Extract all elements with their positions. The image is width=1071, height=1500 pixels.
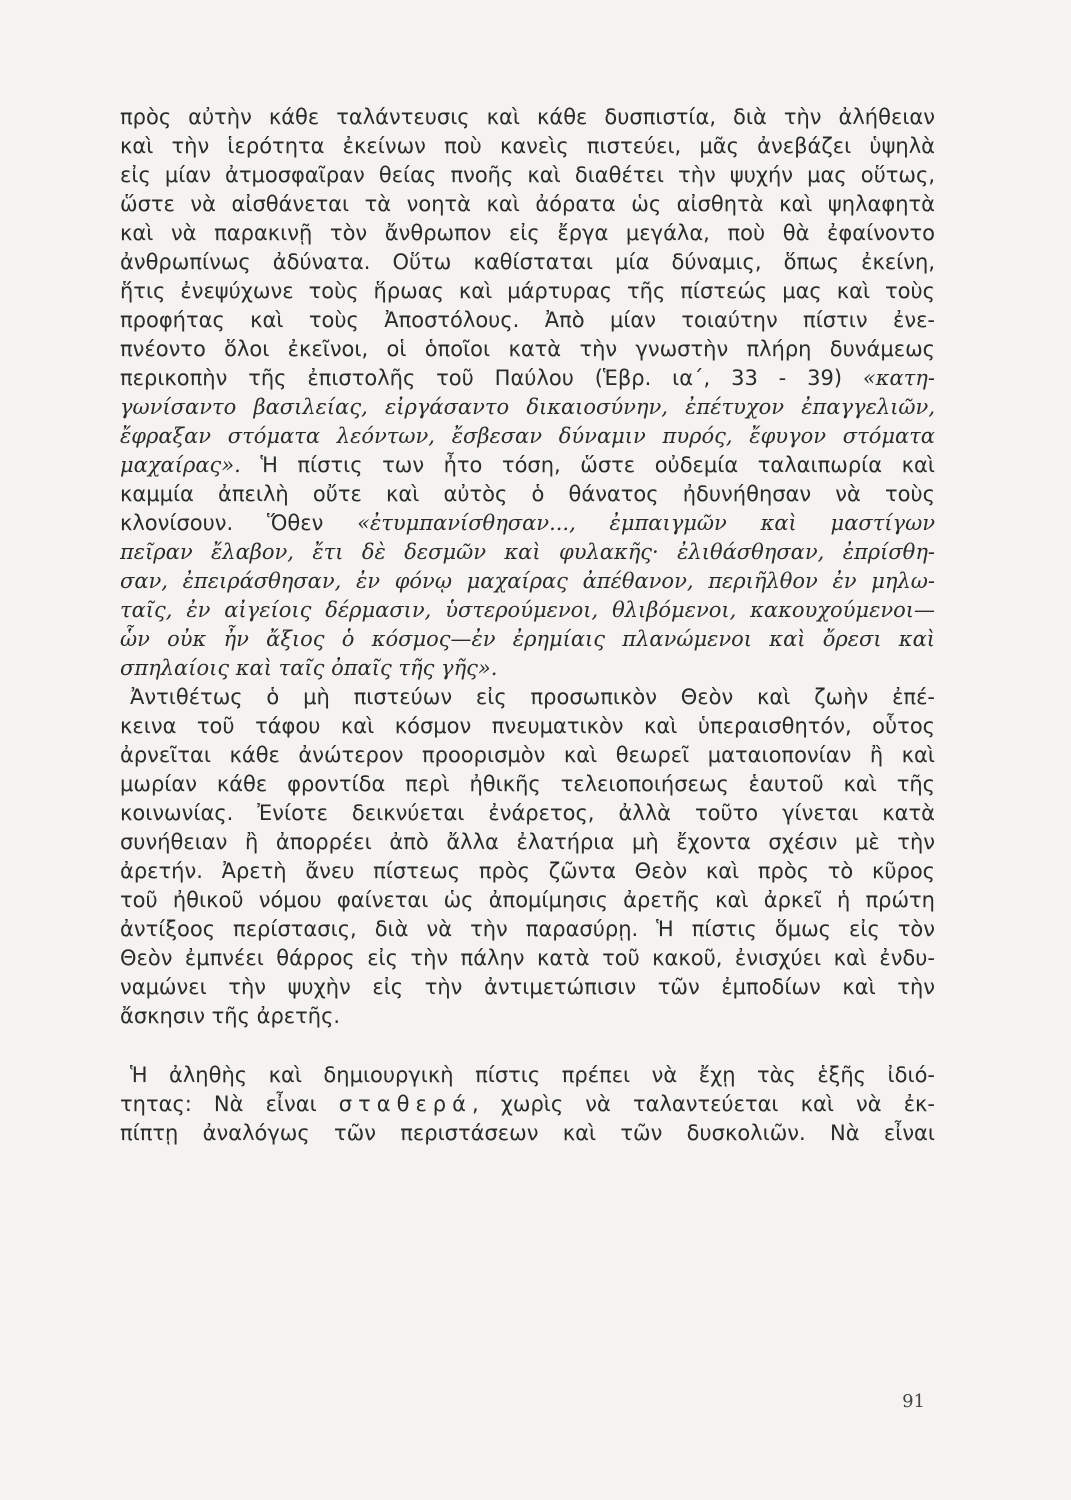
text-line <box>120 1002 935 1030</box>
text-line <box>120 161 935 189</box>
text-line <box>120 335 935 363</box>
text-line <box>120 277 935 305</box>
italic-quote-text: «ἐτυμπανίσθησαν..., ἐμπαιγμῶν καὶ μαστίγων <box>357 511 935 535</box>
text-segment: τητας: Νὰ εἶναι <box>120 1092 339 1116</box>
text-line <box>120 538 935 566</box>
spaced-emphasis-text: σταθερά <box>338 1092 472 1116</box>
text-segment: Ἀντιθέτως ὁ μὴ πιστεύων εἰς προσωπικὸν Θεὸν καὶ ζωὴν ἐπέ- <box>130 685 935 709</box>
text-line <box>120 103 935 131</box>
text-segment: ἄσκησιν τῆς ἀρετῆς. <box>120 1004 341 1028</box>
text-segment: μωρίαν κάθε φροντίδα περὶ ἠθικῆς τελειοποιήσεως ἑαυτοῦ καὶ τῆς <box>120 772 935 796</box>
text-line <box>120 741 935 769</box>
text-segment: πρὸς αὐτὴν κάθε ταλάντευσις καὶ κάθε δυσπιστία, διὰ τὴν ἀλήθειαν <box>120 105 935 129</box>
italic-quote-text: ταῖς, ἐν αἰγείοις δέρμασιν, ὑστερούμενοι, θλιβόμενοι, κακουχούμενοι— <box>120 598 935 622</box>
text-segment: Ἡ ἀληθὴς καὶ δημιουργικὴ πίστις πρέπει νὰ ἔχῃ τὰς ἑξῆς ἰδιό- <box>130 1063 935 1087</box>
text-line <box>130 683 935 711</box>
italic-quote-text: ἔφραξαν στόματα λεόντων, ἔσβεσαν δύναμιν πυρός, ἔφυγον στόματα <box>120 424 935 448</box>
italic-quote-text: σαν, ἐπειράσθησαν, ἐν φόνῳ μαχαίρας ἀπέθανον, περιῆλθον ἐν μηλω- <box>120 569 935 593</box>
text-segment: ἀρνεῖται κάθε ἀνώτερον προορισμὸν καὶ θεωρεῖ ματαιοπονίαν ἢ καὶ <box>120 743 935 767</box>
text-segment: συνήθειαν ἢ ἀπορρέει ἀπὸ ἄλλα ἐλατήρια μὴ ἔχοντα σχέσιν μὲ τὴν <box>120 830 935 854</box>
text-line <box>120 944 935 972</box>
text-line <box>120 248 935 276</box>
italic-quote-text: σπηλαίοις καὶ ταῖς ὀπαῖς τῆς γῆς». <box>120 656 498 680</box>
text-segment: ἀνθρωπίνως ἀδύνατα. Οὕτω καθίσταται μία δύναμις, ὅπως ἐκείνη, <box>120 250 935 274</box>
text-segment: κοινωνίας. Ἐνίοτε δεικνύεται ἐνάρετος, ἀλλὰ τοῦτο γίνεται κατὰ <box>120 801 935 825</box>
italic-quote-text: «κατη- <box>862 366 935 390</box>
text-line <box>120 828 935 856</box>
text-line <box>120 132 935 160</box>
text-segment: ἥτις ἐνεψύχωνε τοὺς ἥρωας καὶ μάρτυρας τῆς πίστεώς μας καὶ τοὺς <box>120 279 935 303</box>
text-line <box>120 364 935 392</box>
text-line <box>120 567 935 595</box>
text-segment: προφήτας καὶ τοὺς Ἀποστόλους. Ἀπὸ μίαν τοιαύτην πίστιν ἐνε- <box>120 308 935 332</box>
text-segment: ἀρετήν. Ἀρετὴ ἄνευ πίστεως πρὸς ζῶντα Θεὸν καὶ πρὸς τὸ κῦρος <box>120 859 935 883</box>
text-segment: κεινα τοῦ τάφου καὶ κόσμον πνευματικὸν καὶ ὑπεραισθητόν, οὗτος <box>120 714 935 738</box>
text-line <box>120 422 935 450</box>
text-line <box>120 654 935 682</box>
text-segment: καὶ τὴν ἱερότητα ἐκείνων ποὺ κανεὶς πιστεύει, μᾶς ἀνεβάζει ὑψηλὰ <box>120 134 935 158</box>
text-line <box>120 625 935 653</box>
text-line <box>120 1119 935 1147</box>
text-line <box>120 973 935 1001</box>
text-segment: πνέοντο ὅλοι ἐκεῖνοι, οἱ ὁποῖοι κατὰ τὴν γνωστὴν πλήρη δυνάμεως <box>120 337 935 361</box>
text-line <box>120 480 935 508</box>
text-line <box>120 393 935 421</box>
text-line <box>120 915 935 943</box>
text-line <box>120 306 935 334</box>
text-segment: καὶ νὰ παρακινῇ τὸν ἄνθρωπον εἰς ἔργα μεγάλα, ποὺ θὰ ἐφαίνοντο <box>120 221 935 245</box>
text-line <box>120 219 935 247</box>
text-segment: Θεὸν ἐμπνέει θάρρος εἰς τὴν πάλην κατὰ τοῦ κακοῦ, ἐνισχύει καὶ ἐνδυ- <box>120 946 935 970</box>
text-segment: Ἡ πίστις των ἦτο τόση, ὥστε οὐδεμία ταλαιπωρία καὶ <box>240 453 935 477</box>
text-segment: , χωρὶς νὰ ταλαντεύεται καὶ νὰ ἐκ- <box>471 1092 935 1116</box>
text-line <box>120 451 935 479</box>
text-line <box>120 886 935 914</box>
text-line <box>120 857 935 885</box>
text-line <box>130 1061 935 1089</box>
italic-quote-text: ὧν οὐκ ἦν ἄξιος ὁ κόσμος—ἐν ἐρημίαις πλανώμενοι καὶ ὄρεσι καὶ <box>120 627 935 651</box>
text-line <box>120 799 935 827</box>
italic-quote-text: πεῖραν ἔλαβον, ἔτι δὲ δεσμῶν καὶ φυλακῆς· ἐλιθάσθησαν, ἐπρίσθη- <box>120 540 935 564</box>
text-line <box>120 596 935 624</box>
italic-quote-text: γωνίσαντο βασιλείας, εἰργάσαντο δικαιοσύνην, ἐπέτυχον ἐπαγγελιῶν, <box>120 395 935 419</box>
text-segment: ὥστε νὰ αἰσθάνεται τὰ νοητὰ καὶ ἀόρατα ὡς αἰσθητὰ καὶ ψηλαφητὰ <box>120 192 935 216</box>
text-line <box>120 509 935 537</box>
text-segment: τοῦ ἠθικοῦ νόμου φαίνεται ὡς ἀπομίμησις ἀρετῆς καὶ ἀρκεῖ ἡ πρώτη <box>120 888 935 912</box>
text-segment: ναμώνει τὴν ψυχὴν εἰς τὴν ἀντιμετώπισιν τῶν ἐμποδίων καὶ τὴν <box>120 975 935 999</box>
text-line <box>120 712 935 740</box>
text-segment: περικοπὴν τῆς ἐπιστολῆς τοῦ Παύλου (Ἑβρ. ια΄, 33 - 39) <box>120 366 863 390</box>
text-segment: καμμία ἀπειλὴ οὔτε καὶ αὐτὸς ὁ θάνατος ἠδυνήθησαν νὰ τοὺς <box>120 482 935 506</box>
page-number: 91 <box>902 1391 925 1412</box>
text-segment: εἰς μίαν ἀτμοσφαῖραν θείας πνοῆς καὶ διαθέτει τὴν ψυχήν μας οὕτως, <box>120 163 935 187</box>
italic-quote-text: μαχαίρας». <box>120 453 241 477</box>
text-segment: πίπτῃ ἀναλόγως τῶν περιστάσεων καὶ τῶν δυσκολιῶν. Νὰ εἶναι <box>120 1121 935 1145</box>
text-line <box>120 770 935 798</box>
text-line <box>120 1090 935 1118</box>
text-segment: κλονίσουν. Ὅθεν <box>120 511 358 535</box>
text-segment: ἀντίξοος περίστασις, διὰ νὰ τὴν παρασύρῃ. Ἡ πίστις ὅμως εἰς τὸν <box>120 917 935 941</box>
text-line <box>120 190 935 218</box>
